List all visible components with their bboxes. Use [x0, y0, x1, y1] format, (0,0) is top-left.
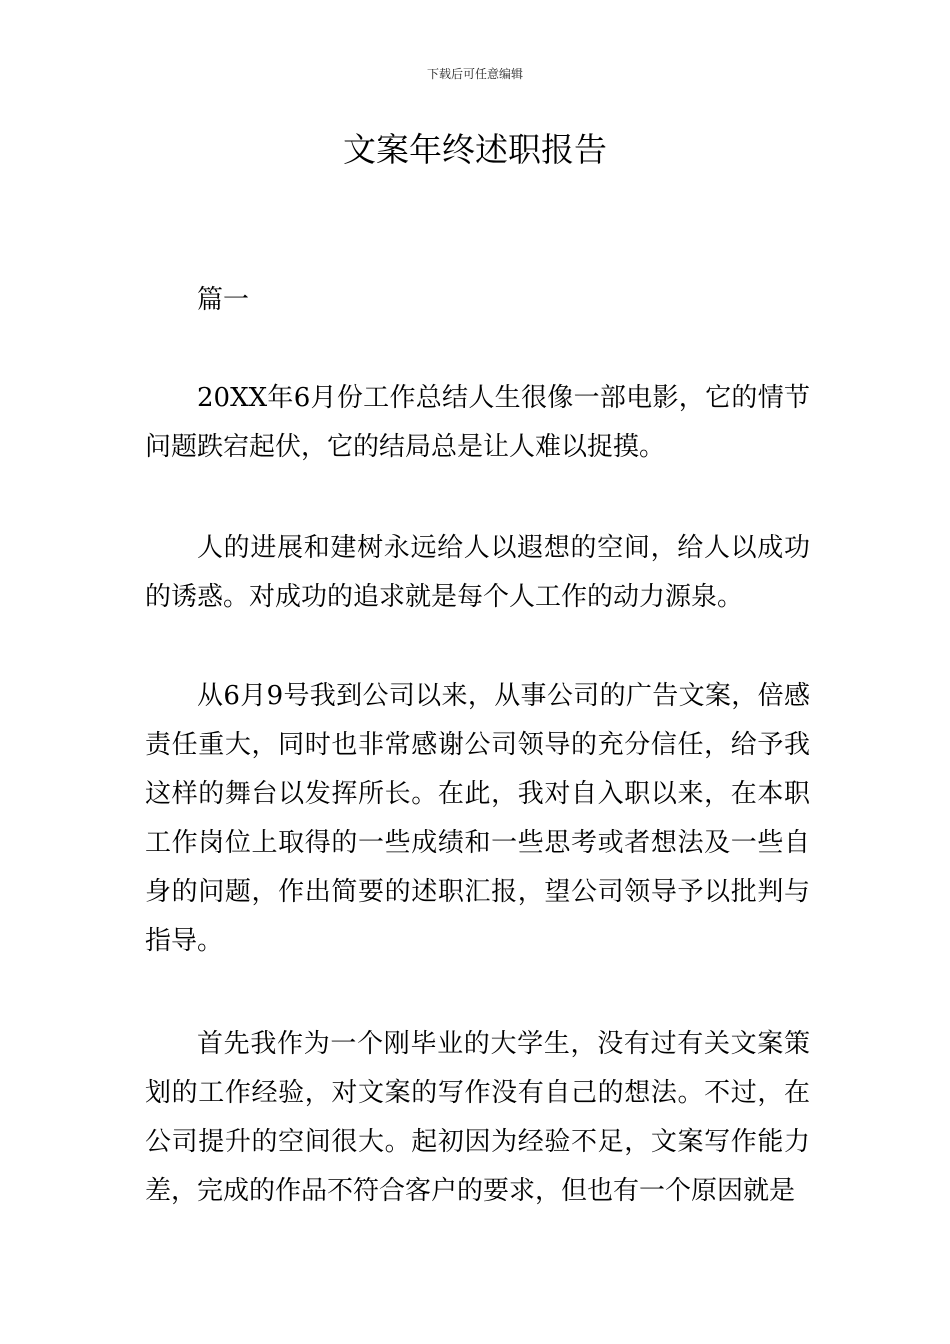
document-title: 文案年终述职报告 — [343, 130, 607, 169]
paragraph-1: 20XX年6月份工作总结人生很像一部电影，它的情节问题跌宕起伏，它的结局总是让人难以捉摸。 — [145, 383, 810, 462]
section-label: 篇一 — [197, 285, 250, 315]
paragraph-4: 首先我作为一个刚毕业的大学生，没有过有关文案策划的工作经验，对文案的写作没有自己的想法。不过，在公司提升的空间很大。起初因为经验不足，文案写作能力差，完成的作品不符合客户的要求，但也有一个原因就是 — [145, 1029, 810, 1206]
paragraph-3: 从6月9号我到公司以来，从事公司的广告文案，倍感责任重大，同时也非常感谢公司领导的充分信任，给予我这样的舞台以发挥所长。在此，我对自入职以来，在本职工作岗位上取得的一些成绩和一些思考或者想法及一些自身的问题，作出简要的述职汇报，望公司领导予以批判与指导。 — [145, 681, 810, 956]
paragraph-2: 人的进展和建树永远给人以遐想的空间，给人以成功的诱惑。对成功的追求就是每个人工作的动力源泉。 — [145, 533, 810, 612]
download-note: 下载后可任意编辑 — [426, 67, 523, 81]
